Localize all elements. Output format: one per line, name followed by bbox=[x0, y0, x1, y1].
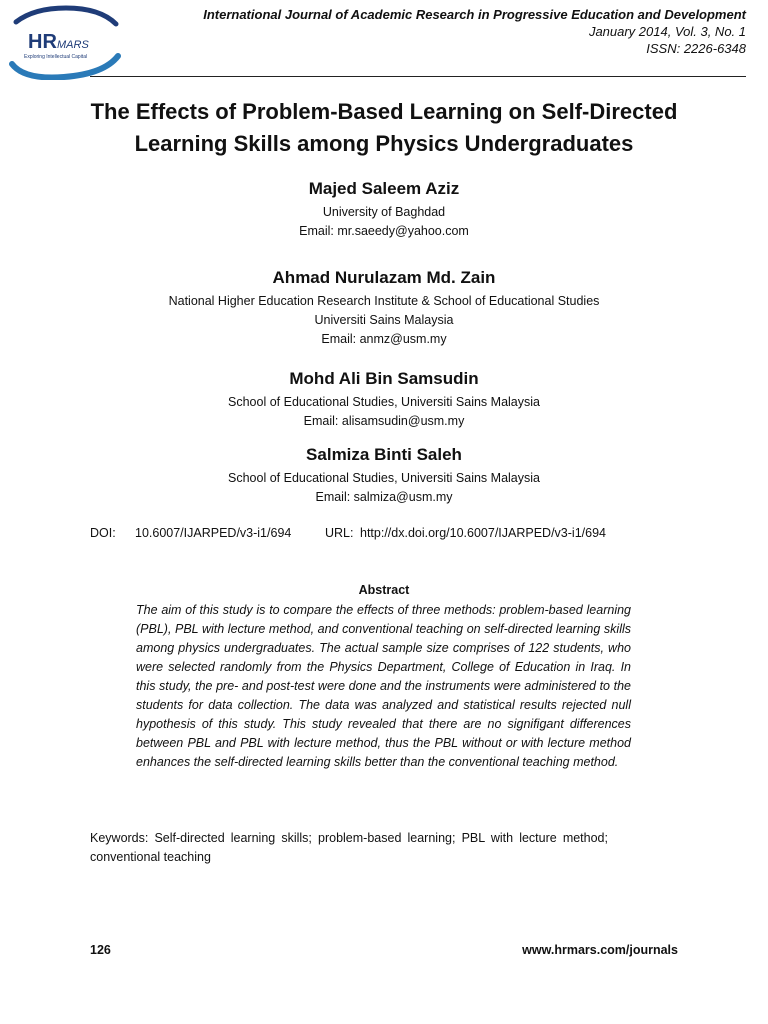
journal-issue: January 2014, Vol. 3, No. 1 bbox=[588, 24, 746, 39]
logo-hr-text: HR bbox=[28, 31, 57, 53]
logo-tagline: Exploring Intellectual Capital bbox=[24, 54, 88, 60]
author-affiliation: University of Baghdad bbox=[322, 205, 446, 219]
hrmars-logo bbox=[4, 4, 122, 80]
author-block-2 bbox=[0, 267, 768, 349]
doi-line bbox=[90, 526, 606, 540]
author-email[interactable]: Email: mr.saeedy@yahoo.com bbox=[299, 224, 469, 238]
journal-name: International Journal of Academic Research in Progressive Education and Development bbox=[203, 7, 746, 22]
paper-title bbox=[40, 96, 728, 160]
author-affiliation: School of Educational Studies, Universiti Sains Malaysia bbox=[228, 471, 540, 485]
footer-site-link[interactable]: www.hrmars.com/journals bbox=[522, 943, 678, 957]
paper-title-line-1: The Effects of Problem-Based Learning on Self-Directed bbox=[90, 99, 678, 124]
paper-title-line-2: Learning Skills among Physics Undergraduates bbox=[134, 131, 634, 156]
abstract-text: The aim of this study is to compare the effects of three methods: problem-based learning (PBL), PBL with lecture method, and conventional teaching on self-directed learning skills among physics undergraduates. The actual sample size comprises of 122 students, who were selected randomly from the Physics Department, College of Education in Iraq. In this study, the pre- and post-test were done and the instruments were administered to the students for data collection. The data was analyzed and statistical results rejected null hypothesis of this study. This study revealed that there are no signifigant differences between PBL and PBL with lecture method, thus the PBL without or with lecture method enhances the self-directed learning skills better than the conventional teaching method. bbox=[136, 603, 631, 769]
url-link[interactable]: http://dx.doi.org/10.6007/IJARPED/v3-i1/694 bbox=[360, 526, 606, 540]
doi-value[interactable]: 10.6007/IJARPED/v3-i1/694 bbox=[135, 526, 292, 540]
header-divider bbox=[90, 76, 746, 77]
author-name: Ahmad Nurulazam Md. Zain bbox=[272, 268, 496, 287]
author-affiliation: School of Educational Studies, Universiti Sains Malaysia bbox=[228, 395, 540, 409]
author-block-1 bbox=[0, 178, 768, 241]
author-affiliation: Universiti Sains Malaysia bbox=[314, 313, 454, 327]
author-email[interactable]: Email: alisamsudin@usm.my bbox=[303, 414, 465, 428]
journal-header bbox=[203, 6, 746, 57]
author-name: Majed Saleem Aziz bbox=[308, 179, 460, 198]
author-affiliation: National Higher Education Research Institute & School of Educational Studies bbox=[168, 294, 600, 308]
url-label: URL: bbox=[325, 526, 354, 540]
author-name: Salmiza Binti Saleh bbox=[306, 445, 462, 464]
author-block-3 bbox=[0, 368, 768, 431]
author-email[interactable]: Email: salmiza@usm.my bbox=[315, 490, 453, 504]
keywords: Keywords: Self-directed learning skills; problem-based learning; PBL with lecture method; conventional teaching bbox=[90, 831, 608, 864]
author-email[interactable]: Email: anmz@usm.my bbox=[321, 332, 447, 346]
journal-issn: ISSN: 2226-6348 bbox=[646, 41, 746, 56]
page-number: 126 bbox=[90, 943, 111, 957]
doi-label: DOI: bbox=[90, 526, 116, 540]
author-name: Mohd Ali Bin Samsudin bbox=[289, 369, 479, 388]
abstract-heading: Abstract bbox=[358, 583, 410, 597]
author-block-4 bbox=[0, 444, 768, 507]
logo-mars-text: MARS bbox=[57, 39, 89, 51]
